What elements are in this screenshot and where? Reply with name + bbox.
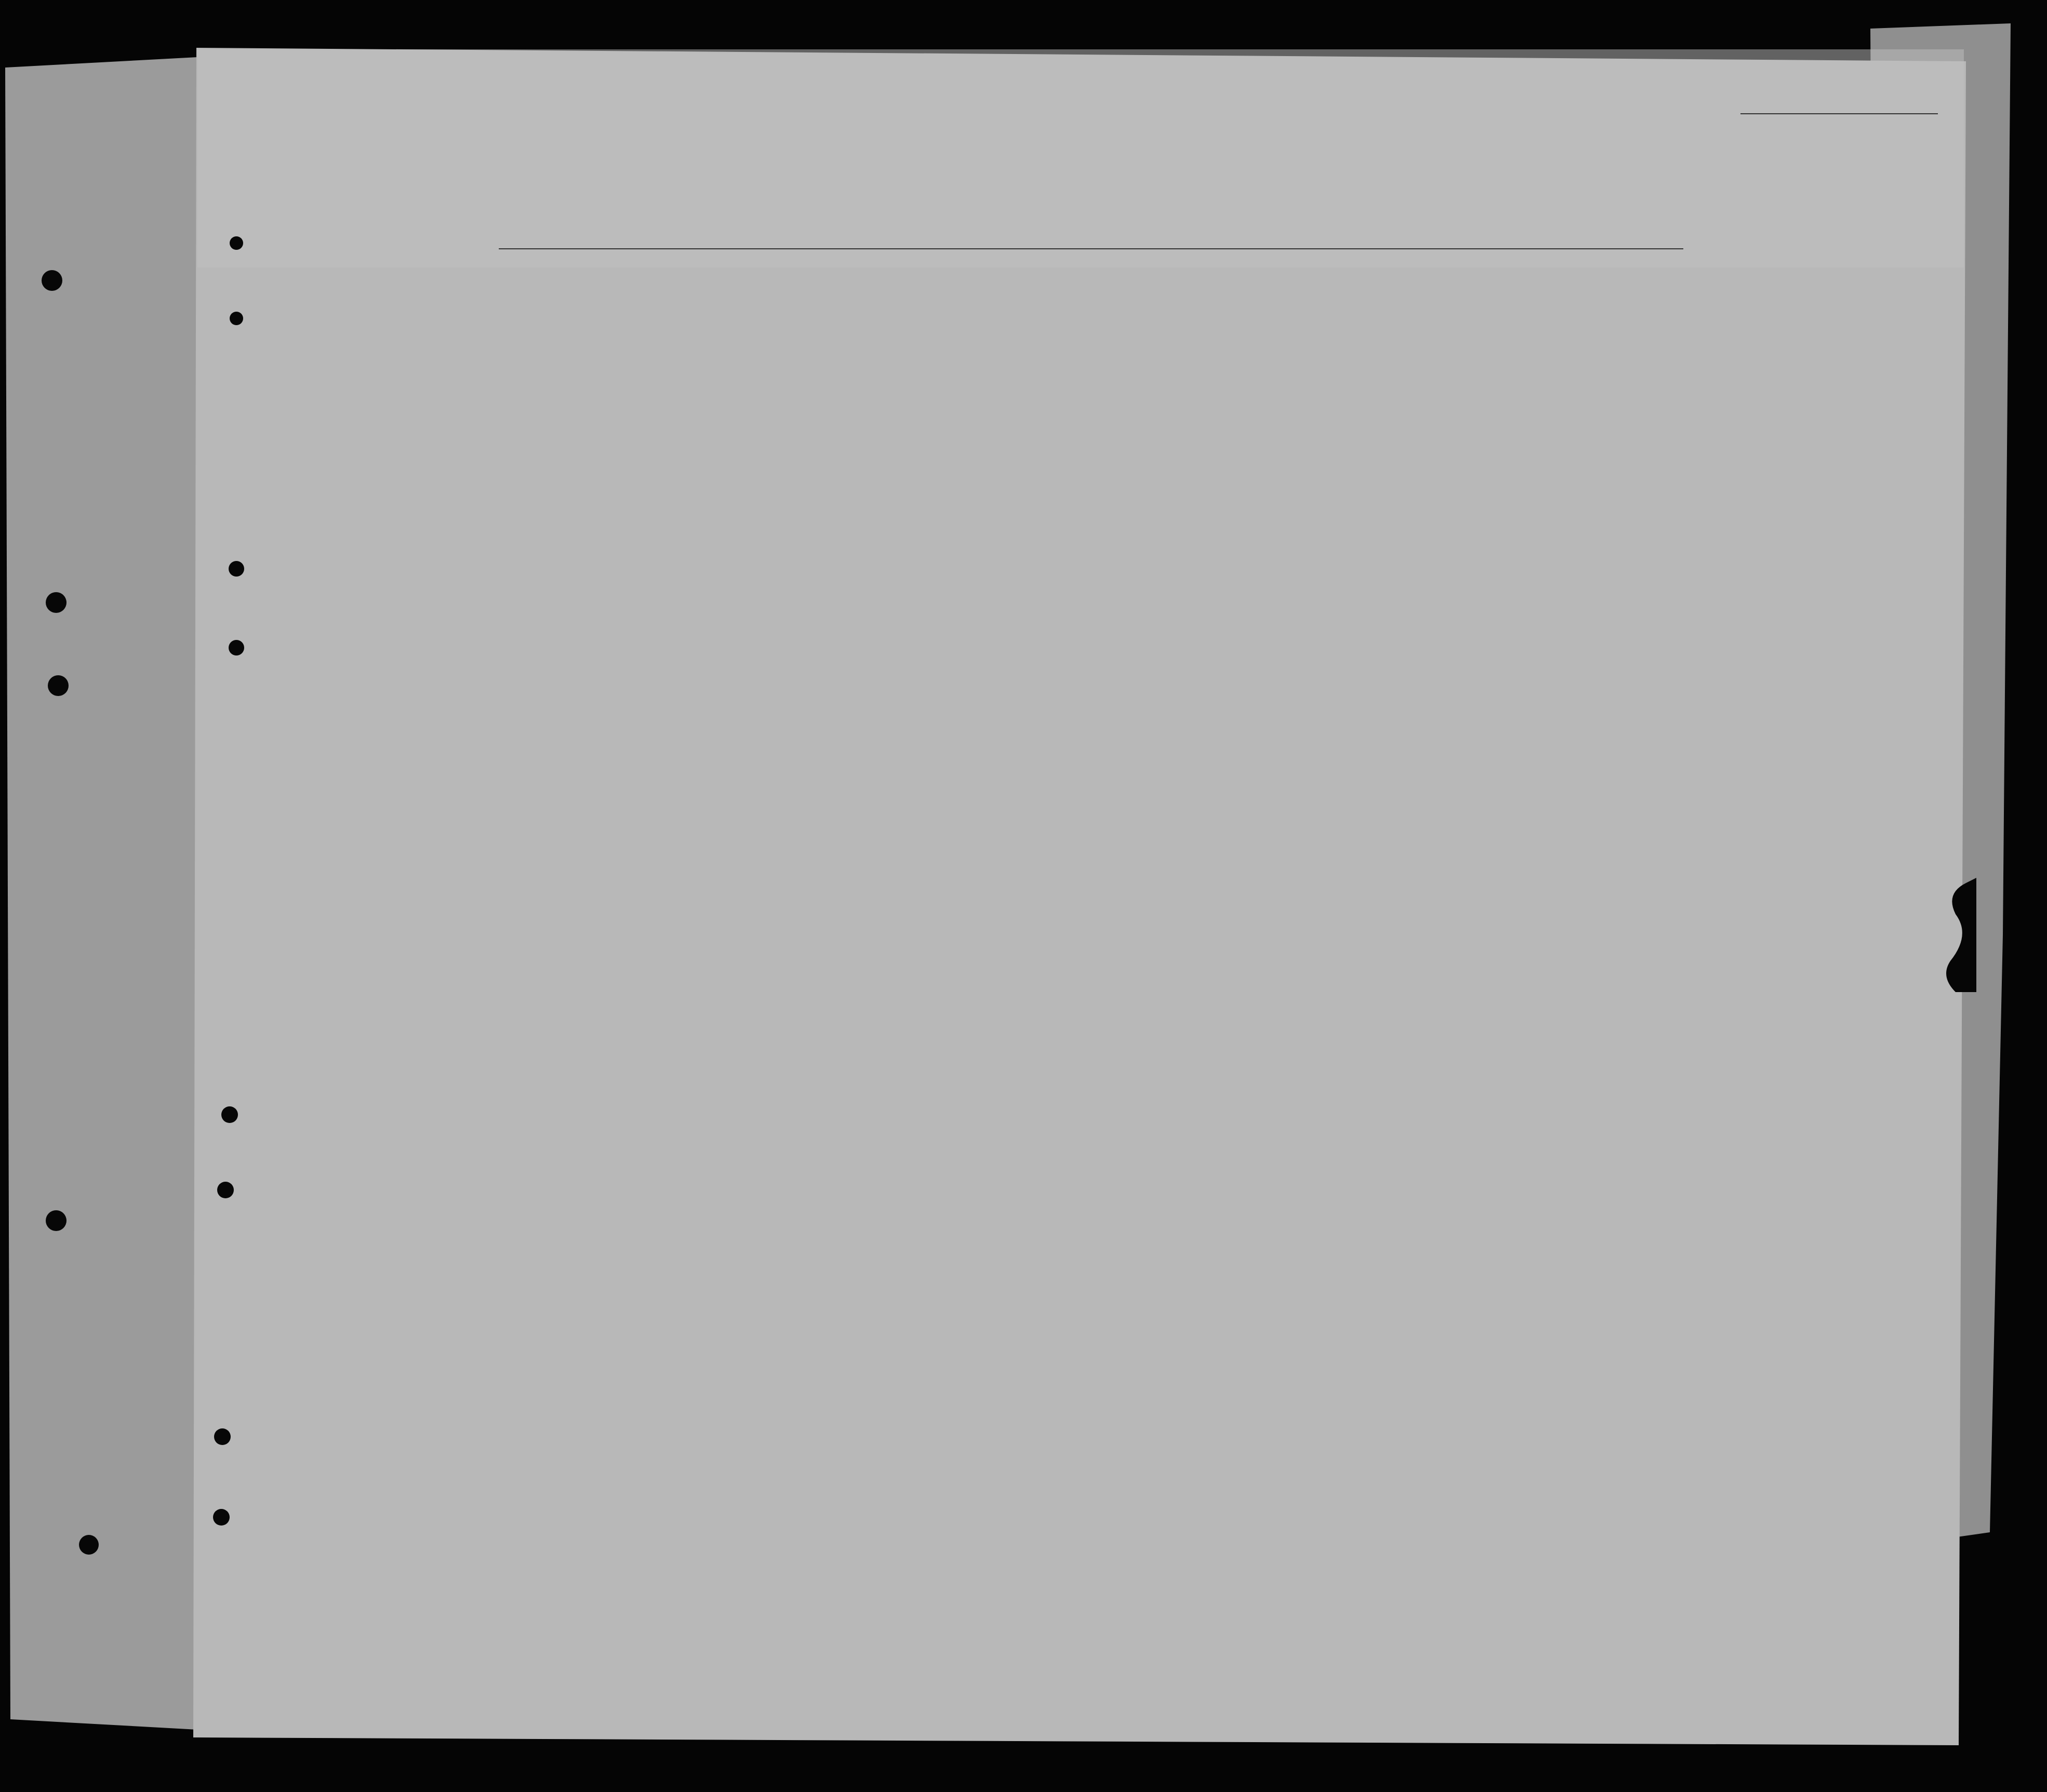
punch-hole [217, 1182, 234, 1198]
punch-hole [230, 236, 243, 250]
punch-hole [229, 640, 244, 656]
arriving-underline [499, 248, 1683, 249]
punch-hole [46, 1210, 67, 1231]
punch-hole [48, 675, 69, 696]
punch-hole [221, 1106, 238, 1123]
punch-hole [229, 561, 244, 577]
punch-hole [230, 312, 243, 325]
list-underline [1740, 113, 1938, 114]
punch-hole [213, 1509, 230, 1526]
punch-hole [46, 592, 67, 613]
punch-hole [214, 1428, 231, 1445]
punch-hole [42, 270, 62, 291]
punch-hole [79, 1535, 99, 1555]
